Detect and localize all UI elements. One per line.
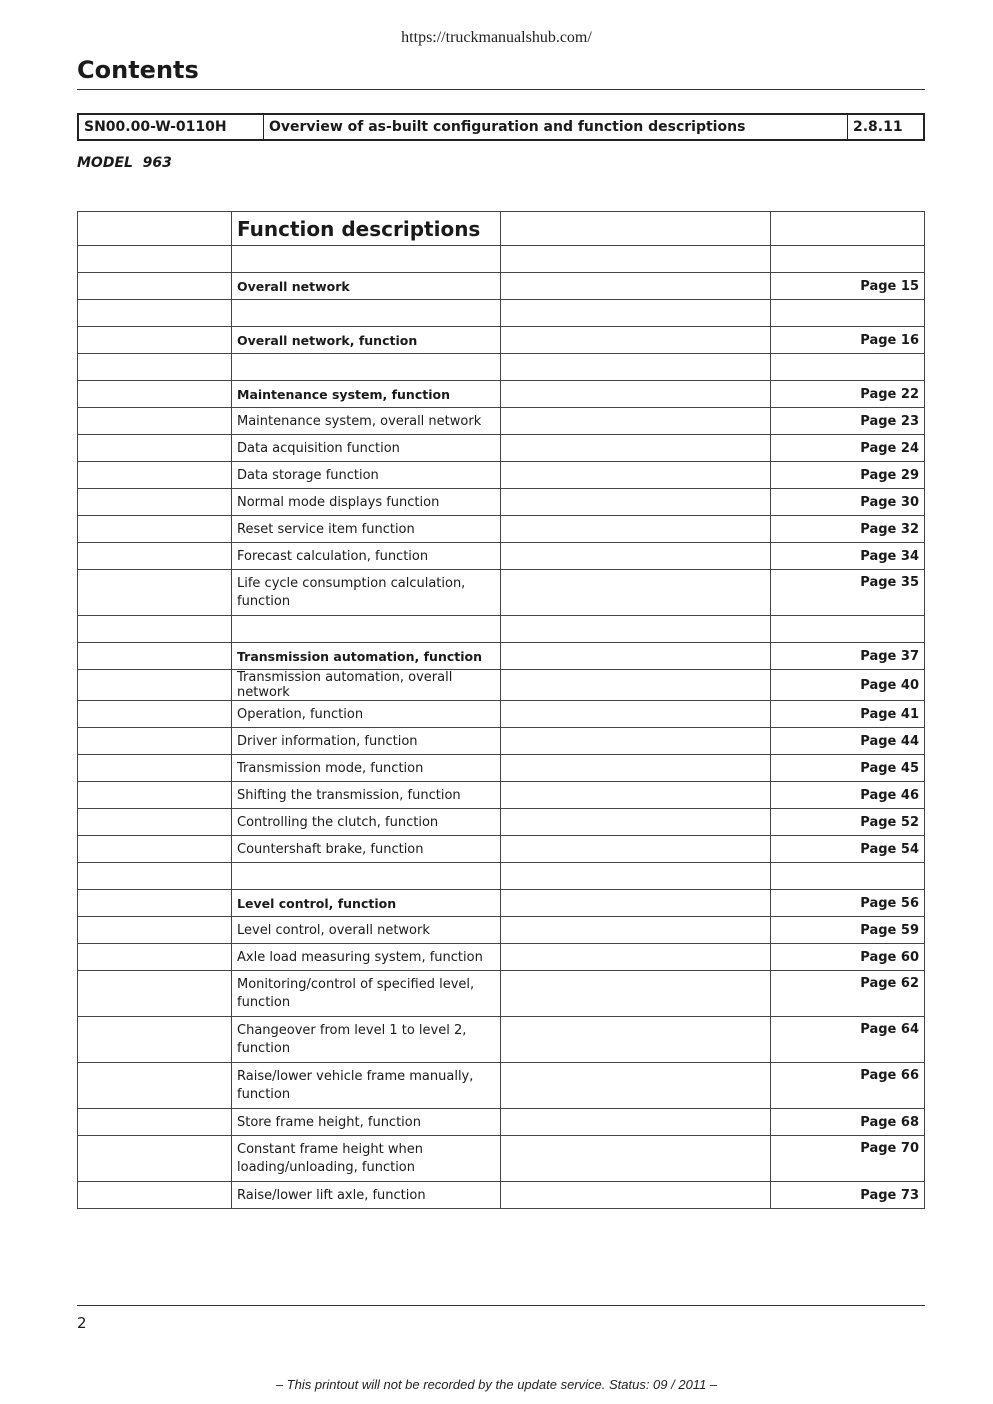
toc-entry-title: Constant frame height when loading/unloading, function <box>232 1136 501 1182</box>
toc-entry-title: Axle load measuring system, function <box>232 944 501 971</box>
empty-cell <box>501 755 771 782</box>
empty-cell <box>78 435 232 462</box>
toc-entry-title: Changeover from level 1 to level 2, function <box>232 1017 501 1063</box>
empty-cell <box>501 516 771 543</box>
toc-entry-page[interactable]: Page 73 <box>771 1182 925 1209</box>
page-title: Contents <box>77 56 199 84</box>
toc-entry-title: Monitoring/control of specified level, function <box>232 971 501 1017</box>
toc-entry-page[interactable]: Page 45 <box>771 755 925 782</box>
toc-entry-row[interactable] <box>78 327 925 354</box>
toc-entry-title: Transmission automation, overall network <box>232 670 501 701</box>
toc-entry-page[interactable]: Page 15 <box>771 273 925 300</box>
toc-entry-page[interactable]: Page 32 <box>771 516 925 543</box>
toc-entry-title: Data acquisition function <box>232 435 501 462</box>
empty-cell <box>78 701 232 728</box>
toc-entry-row[interactable] <box>78 1136 925 1182</box>
empty-cell <box>501 863 771 890</box>
empty-cell <box>78 246 232 273</box>
toc-entry-title: Life cycle consumption calculation, function <box>232 570 501 616</box>
empty-cell <box>501 782 771 809</box>
toc-entry-title: Forecast calculation, function <box>232 543 501 570</box>
footer-note: – This printout will not be recorded by the update service. Status: 09 / 2011 – <box>275 1377 718 1392</box>
empty-cell <box>501 246 771 273</box>
toc-entry-row[interactable] <box>78 971 925 1017</box>
empty-cell <box>501 300 771 327</box>
toc-entry-page[interactable]: Page 68 <box>771 1109 925 1136</box>
toc-entry-page[interactable]: Page 22 <box>771 381 925 408</box>
toc-entry-page[interactable]: Page 23 <box>771 408 925 435</box>
empty-cell <box>78 516 232 543</box>
empty-cell <box>232 246 501 273</box>
empty-cell <box>501 570 771 616</box>
spacer-row <box>78 616 925 643</box>
toc-entry-page[interactable]: Page 30 <box>771 489 925 516</box>
toc-entry-page[interactable]: Page 66 <box>771 1063 925 1109</box>
document-version: 2.8.11 <box>853 119 903 135</box>
toc-entry-page[interactable]: Page 29 <box>771 462 925 489</box>
empty-cell <box>771 863 925 890</box>
empty-cell <box>78 1182 232 1209</box>
empty-cell <box>501 408 771 435</box>
toc-entry-title: Reset service item function <box>232 516 501 543</box>
empty-cell <box>78 212 232 246</box>
spacer-row <box>78 354 925 381</box>
empty-cell <box>78 327 232 354</box>
toc-entry-page[interactable]: Page 54 <box>771 836 925 863</box>
empty-cell <box>501 917 771 944</box>
toc-entry-row[interactable] <box>78 435 925 462</box>
empty-cell <box>78 782 232 809</box>
document-code: SN00.00-W-0110H <box>79 115 264 139</box>
toc-entry-page[interactable]: Page 35 <box>771 570 925 616</box>
toc-entry-row[interactable] <box>78 809 925 836</box>
empty-cell <box>78 300 232 327</box>
empty-cell <box>78 836 232 863</box>
title-divider <box>77 89 925 90</box>
toc-entry-page[interactable]: Page 59 <box>771 917 925 944</box>
empty-cell <box>501 971 771 1017</box>
empty-cell <box>78 728 232 755</box>
toc-entry-row[interactable] <box>78 1017 925 1063</box>
contents-heading-row <box>78 212 925 246</box>
toc-entry-title: Overall network, function <box>232 327 501 354</box>
toc-entry-title: Operation, function <box>232 701 501 728</box>
toc-entry-title: Transmission automation, function <box>232 643 501 670</box>
toc-entry-title: Shifting the transmission, function <box>232 782 501 809</box>
toc-entry-page[interactable]: Page 64 <box>771 1017 925 1063</box>
empty-cell <box>232 354 501 381</box>
toc-entry-title: Controlling the clutch, function <box>232 809 501 836</box>
toc-entry-page[interactable]: Page 60 <box>771 944 925 971</box>
spacer-row <box>78 246 925 273</box>
empty-cell <box>78 1109 232 1136</box>
empty-cell <box>771 246 925 273</box>
toc-entry-title: Level control, function <box>232 890 501 917</box>
toc-entry-page[interactable]: Page 37 <box>771 643 925 670</box>
toc-entry-page[interactable]: Page 40 <box>771 670 925 701</box>
contents-table <box>77 211 925 1209</box>
empty-cell <box>501 643 771 670</box>
empty-cell <box>78 489 232 516</box>
empty-cell <box>501 381 771 408</box>
toc-entry-title: Overall network <box>232 273 501 300</box>
document-description: Overview of as-built configuration and function descriptions <box>264 115 848 139</box>
empty-cell <box>501 354 771 381</box>
spacer-row <box>78 300 925 327</box>
toc-entry-title: Raise/lower lift axle, function <box>232 1182 501 1209</box>
toc-entry-page[interactable]: Page 56 <box>771 890 925 917</box>
empty-cell <box>78 381 232 408</box>
toc-entry-page[interactable]: Page 34 <box>771 543 925 570</box>
empty-cell <box>78 643 232 670</box>
empty-cell <box>771 616 925 643</box>
empty-cell <box>78 890 232 917</box>
toc-entry-page[interactable]: Page 62 <box>771 971 925 1017</box>
toc-entry-title: Store frame height, function <box>232 1109 501 1136</box>
toc-entry-page[interactable]: Page 52 <box>771 809 925 836</box>
toc-entry-page[interactable]: Page 70 <box>771 1136 925 1182</box>
toc-entry-row[interactable] <box>78 670 925 701</box>
empty-cell <box>501 489 771 516</box>
toc-entry-title: Normal mode displays function <box>232 489 501 516</box>
empty-cell <box>78 944 232 971</box>
empty-cell <box>771 300 925 327</box>
toc-entry-row[interactable] <box>78 1063 925 1109</box>
model-label: MODEL 963 <box>77 155 172 171</box>
empty-cell <box>501 273 771 300</box>
toc-entry-row[interactable] <box>78 516 925 543</box>
toc-entry-row[interactable] <box>78 917 925 944</box>
empty-cell <box>501 1063 771 1109</box>
empty-cell <box>232 300 501 327</box>
empty-cell <box>501 944 771 971</box>
toc-entry-page[interactable]: Page 24 <box>771 435 925 462</box>
empty-cell <box>501 1017 771 1063</box>
empty-cell <box>501 212 771 246</box>
page-number: 2 <box>77 1314 87 1332</box>
toc-entry-title: Maintenance system, overall network <box>232 408 501 435</box>
empty-cell <box>78 917 232 944</box>
toc-entry-page[interactable]: Page 46 <box>771 782 925 809</box>
empty-cell <box>78 570 232 616</box>
empty-cell <box>78 462 232 489</box>
empty-cell <box>501 728 771 755</box>
empty-cell <box>771 212 925 246</box>
empty-cell <box>501 809 771 836</box>
empty-cell <box>501 670 771 701</box>
toc-entry-page[interactable]: Page 16 <box>771 327 925 354</box>
toc-entry-row[interactable] <box>78 1109 925 1136</box>
empty-cell <box>78 670 232 701</box>
empty-cell <box>501 543 771 570</box>
toc-entry-row[interactable] <box>78 643 925 670</box>
toc-entry-title: Transmission mode, function <box>232 755 501 782</box>
toc-entry-page[interactable]: Page 44 <box>771 728 925 755</box>
toc-entry-row[interactable] <box>78 273 925 300</box>
toc-entry-row[interactable] <box>78 782 925 809</box>
empty-cell <box>78 1136 232 1182</box>
toc-entry-row[interactable] <box>78 836 925 863</box>
toc-entry-row[interactable] <box>78 701 925 728</box>
spacer-row <box>78 863 925 890</box>
toc-entry-row[interactable] <box>78 944 925 971</box>
empty-cell <box>78 408 232 435</box>
toc-entry-row[interactable] <box>78 381 925 408</box>
empty-cell <box>78 616 232 643</box>
empty-cell <box>501 327 771 354</box>
empty-cell <box>232 863 501 890</box>
empty-cell <box>501 1136 771 1182</box>
empty-cell <box>501 616 771 643</box>
empty-cell <box>78 1017 232 1063</box>
toc-entry-title: Data storage function <box>232 462 501 489</box>
toc-entry-row[interactable] <box>78 543 925 570</box>
empty-cell <box>771 354 925 381</box>
toc-entry-title: Level control, overall network <box>232 917 501 944</box>
toc-entry-title: Driver information, function <box>232 728 501 755</box>
empty-cell <box>78 809 232 836</box>
toc-entry-row[interactable] <box>78 755 925 782</box>
toc-entry-row[interactable] <box>78 570 925 616</box>
source-url[interactable]: https://truckmanualshub.com/ <box>401 29 592 46</box>
empty-cell <box>78 755 232 782</box>
empty-cell <box>501 462 771 489</box>
toc-entry-row[interactable] <box>78 1182 925 1209</box>
document-header <box>77 113 925 141</box>
toc-entry-page[interactable]: Page 41 <box>771 701 925 728</box>
empty-cell <box>78 543 232 570</box>
toc-entry-title: Maintenance system, function <box>232 381 501 408</box>
empty-cell <box>232 616 501 643</box>
empty-cell <box>78 971 232 1017</box>
empty-cell <box>501 836 771 863</box>
empty-cell <box>501 701 771 728</box>
empty-cell <box>78 273 232 300</box>
toc-entry-row[interactable] <box>78 462 925 489</box>
footer-divider <box>77 1305 925 1306</box>
toc-entry-row[interactable] <box>78 408 925 435</box>
empty-cell <box>78 354 232 381</box>
empty-cell <box>501 1109 771 1136</box>
empty-cell <box>501 1182 771 1209</box>
toc-entry-row[interactable] <box>78 728 925 755</box>
empty-cell <box>78 863 232 890</box>
toc-entry-title: Countershaft brake, function <box>232 836 501 863</box>
toc-entry-row[interactable] <box>78 489 925 516</box>
empty-cell <box>501 890 771 917</box>
empty-cell <box>78 1063 232 1109</box>
toc-entry-row[interactable] <box>78 890 925 917</box>
toc-entry-title: Raise/lower vehicle frame manually, function <box>232 1063 501 1109</box>
empty-cell <box>501 435 771 462</box>
contents-heading: Function descriptions <box>232 212 501 246</box>
